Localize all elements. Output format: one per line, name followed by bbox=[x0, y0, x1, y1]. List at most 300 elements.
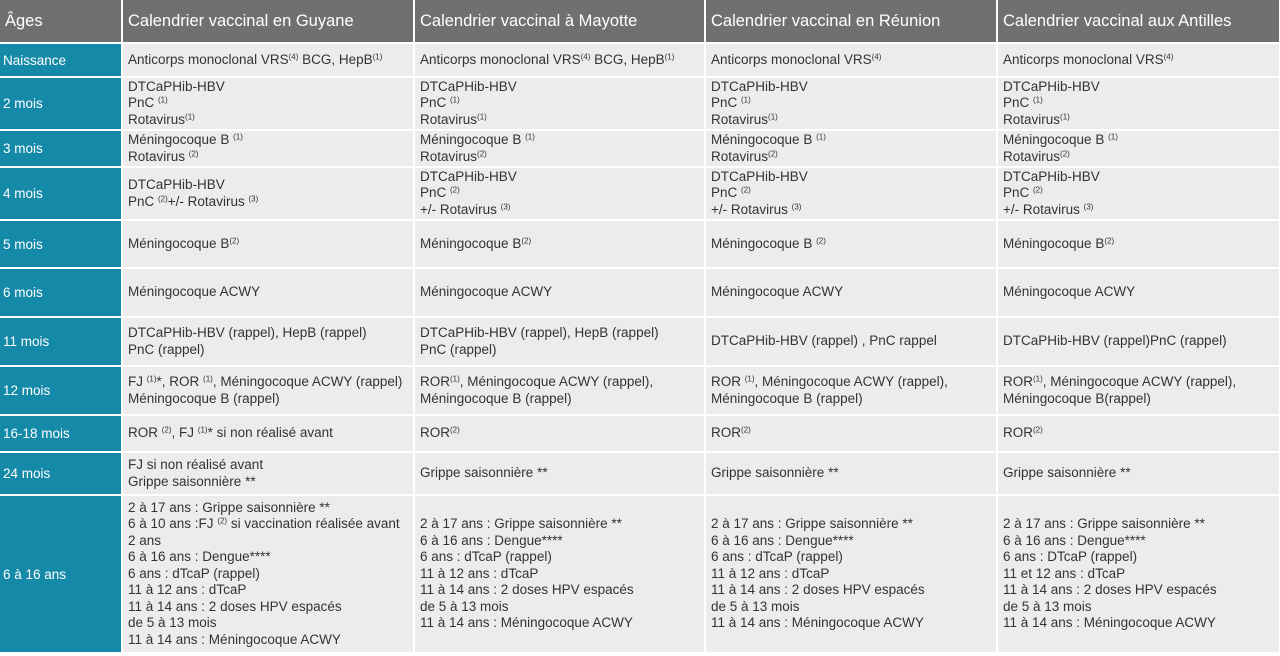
cell-line bbox=[420, 149, 699, 166]
cell-text: 6 à 10 ans :FJ bbox=[128, 516, 218, 532]
cell-guyane bbox=[122, 366, 414, 415]
cell-reunion bbox=[705, 317, 997, 366]
cell-text: Méningocoque B bbox=[711, 132, 817, 147]
cell-line bbox=[420, 533, 699, 550]
cell-text: 11 et 12 ans : dTcaP bbox=[1003, 565, 1126, 581]
cell-text: 2 à 17 ans : Grippe saisonnière ** bbox=[420, 516, 622, 532]
table-row bbox=[0, 77, 1280, 130]
cell-text: 2 à 17 ans : Grippe saisonnière ** bbox=[711, 516, 913, 532]
cell-line bbox=[711, 95, 991, 112]
cell-line bbox=[420, 236, 699, 253]
cell-line bbox=[711, 516, 991, 533]
cell-text: Rotavirus bbox=[711, 148, 769, 164]
cell-line bbox=[128, 177, 408, 194]
cell-text: Méningocoque B bbox=[420, 235, 522, 251]
cell-line bbox=[128, 95, 408, 112]
footnote-ref: (1) bbox=[158, 95, 168, 105]
cell-text: DTCaPHib-HBV bbox=[1003, 78, 1100, 94]
cell-text: PnC bbox=[128, 95, 159, 111]
cell-line bbox=[1003, 79, 1274, 96]
cell-text: PnC bbox=[128, 193, 159, 209]
cell-antilles bbox=[997, 415, 1280, 452]
cell-text: 11 à 14 ans : 2 doses HPV espacés bbox=[128, 598, 342, 614]
footnote-ref: (1) bbox=[450, 374, 460, 384]
footnote-ref: (2) bbox=[450, 425, 460, 435]
cell-text: Méningocoque B bbox=[1003, 132, 1109, 147]
header-ages: Âges bbox=[0, 0, 122, 43]
cell-guyane bbox=[122, 415, 414, 452]
cell-text: Méningocoque B bbox=[711, 235, 817, 251]
cell-line bbox=[128, 284, 408, 301]
cell-line bbox=[420, 342, 699, 359]
header-antilles: Calendrier vaccinal aux Antilles bbox=[997, 0, 1280, 43]
cell-guyane bbox=[122, 268, 414, 317]
cell-line bbox=[1003, 202, 1274, 219]
cell-text: +/- Rotavirus bbox=[1003, 201, 1084, 217]
cell-text: ROR bbox=[1003, 374, 1033, 389]
footnote-ref: (2) bbox=[477, 149, 487, 159]
cell-line bbox=[1003, 516, 1274, 533]
cell-antilles bbox=[997, 317, 1280, 366]
cell-text: 6 à 16 ans : Dengue**** bbox=[1003, 532, 1146, 548]
cell-reunion bbox=[705, 167, 997, 220]
table-row bbox=[0, 220, 1280, 268]
cell-text: Rotavirus bbox=[1003, 111, 1061, 127]
cell-line bbox=[420, 516, 699, 533]
footnote-ref: (1) bbox=[1033, 374, 1043, 384]
cell-line bbox=[128, 52, 408, 69]
cell-mayotte bbox=[414, 317, 705, 366]
age-label: 5 mois bbox=[0, 220, 122, 268]
cell-line bbox=[420, 132, 699, 149]
cell-text: ROR bbox=[1003, 425, 1033, 441]
age-label: 4 mois bbox=[0, 167, 122, 220]
age-label: 6 à 16 ans bbox=[0, 495, 122, 653]
cell-line bbox=[420, 202, 699, 219]
footnote-ref: (1) bbox=[768, 112, 778, 122]
footnote-ref: (1) bbox=[525, 132, 535, 142]
cell-line bbox=[420, 615, 699, 632]
footnote-ref: (2) bbox=[816, 236, 826, 246]
cell-line bbox=[1003, 169, 1274, 186]
cell-text: 2 à 17 ans : Grippe saisonnière ** bbox=[1003, 516, 1205, 532]
cell-text: Méningocoque B (rappel) bbox=[711, 390, 863, 406]
footnote-ref: (1) bbox=[197, 425, 208, 435]
cell-text: FJ bbox=[128, 374, 147, 389]
footnote-ref: (1) bbox=[372, 52, 383, 62]
cell-text: Grippe saisonnière ** bbox=[711, 465, 839, 481]
cell-line bbox=[1003, 236, 1274, 253]
cell-line bbox=[1003, 391, 1274, 408]
age-label: 3 mois bbox=[0, 130, 122, 167]
footnote-ref: (1) bbox=[477, 112, 487, 122]
footnote-ref: (2) bbox=[1104, 236, 1115, 246]
cell-line bbox=[420, 79, 699, 96]
footnote-ref: (2) bbox=[217, 516, 228, 526]
cell-line bbox=[128, 149, 408, 166]
cell-text: PnC bbox=[1003, 185, 1034, 201]
cell-line bbox=[1003, 566, 1274, 583]
header-guyane: Calendrier vaccinal en Guyane bbox=[122, 0, 414, 43]
cell-text: de 5 à 13 mois bbox=[711, 598, 800, 614]
footnote-ref: (2) bbox=[188, 149, 199, 159]
footnote-ref: (2) bbox=[158, 194, 168, 204]
cell-text: ROR bbox=[711, 374, 745, 389]
cell-text: ROR bbox=[128, 425, 162, 441]
cell-line bbox=[128, 425, 408, 442]
cell-text: Méningocoque ACWY bbox=[711, 284, 844, 300]
cell-text: 11 à 12 ans : dTcaP bbox=[128, 582, 247, 598]
cell-text: 2 ans bbox=[128, 532, 162, 548]
cell-line bbox=[1003, 95, 1274, 112]
cell-line bbox=[128, 582, 408, 599]
cell-text: +/- Rotavirus bbox=[711, 201, 792, 217]
cell-antilles bbox=[997, 452, 1280, 495]
cell-text: +/- Rotavirus bbox=[420, 201, 501, 217]
footnote-ref: (3) bbox=[1083, 202, 1094, 212]
cell-text: 11 à 14 ans : 2 doses HPV espacés bbox=[1003, 582, 1217, 598]
cell-guyane bbox=[122, 317, 414, 366]
cell-reunion bbox=[705, 43, 997, 77]
cell-line bbox=[420, 112, 699, 129]
cell-text: Rotavirus bbox=[1003, 148, 1061, 164]
cell-text: DTCaPHib-HBV bbox=[420, 168, 517, 184]
cell-text: de 5 à 13 mois bbox=[420, 598, 509, 614]
cell-text: BCG, HepB bbox=[298, 51, 373, 67]
cell-text: DTCaPHib-HBV (rappel) , PnC rappel bbox=[711, 333, 937, 349]
table-row bbox=[0, 317, 1280, 366]
cell-text: Anticorps monoclonal VRS bbox=[128, 51, 289, 67]
cell-line bbox=[711, 566, 991, 583]
cell-line bbox=[711, 549, 991, 566]
footnote-ref: (3) bbox=[500, 202, 511, 212]
age-label: 12 mois bbox=[0, 366, 122, 415]
cell-line bbox=[128, 457, 408, 474]
cell-line bbox=[1003, 132, 1274, 149]
cell-line bbox=[128, 342, 408, 359]
cell-line bbox=[1003, 615, 1274, 632]
cell-text: , Méningocoque ACWY (rappel), bbox=[754, 374, 948, 389]
age-label: 16-18 mois bbox=[0, 415, 122, 452]
cell-line bbox=[128, 112, 408, 129]
footnote-ref: (1) bbox=[146, 374, 157, 384]
cell-line bbox=[128, 516, 408, 533]
cell-line bbox=[128, 79, 408, 96]
cell-line bbox=[711, 185, 991, 202]
cell-text: 2 à 17 ans : Grippe saisonnière ** bbox=[128, 499, 330, 515]
footnote-ref: (1) bbox=[1033, 95, 1043, 105]
cell-text: DTCaPHib-HBV bbox=[420, 78, 517, 94]
cell-reunion bbox=[705, 452, 997, 495]
cell-line bbox=[711, 112, 991, 129]
cell-guyane bbox=[122, 167, 414, 220]
footnote-ref: (4) bbox=[871, 52, 882, 62]
cell-mayotte bbox=[414, 167, 705, 220]
cell-reunion bbox=[705, 130, 997, 167]
cell-text: * si non réalisé avant bbox=[207, 425, 333, 441]
table-row bbox=[0, 167, 1280, 220]
footnote-ref: (2) bbox=[741, 425, 751, 435]
footnote-ref: (1) bbox=[816, 132, 826, 142]
cell-line bbox=[420, 599, 699, 616]
cell-line bbox=[420, 284, 699, 301]
header-row bbox=[0, 0, 1280, 43]
cell-text: 6 à 16 ans : Dengue**** bbox=[420, 532, 563, 548]
cell-line bbox=[711, 284, 991, 301]
cell-text: 11 à 14 ans : 2 doses HPV espacés bbox=[711, 582, 925, 598]
cell-mayotte bbox=[414, 220, 705, 268]
cell-line bbox=[711, 391, 991, 408]
cell-antilles bbox=[997, 43, 1280, 77]
cell-text: DTCaPHib-HBV (rappel), HepB (rappel) bbox=[128, 325, 367, 340]
cell-text: 6 à 16 ans : Dengue**** bbox=[711, 532, 854, 548]
cell-line bbox=[420, 325, 699, 342]
footnote-ref: (2) bbox=[521, 236, 532, 246]
cell-line bbox=[711, 52, 991, 69]
cell-text: , Méningocoque ACWY (rappel), bbox=[459, 374, 654, 389]
cell-text: 11 à 12 ans : dTcaP bbox=[420, 565, 539, 581]
cell-line bbox=[711, 465, 991, 482]
cell-line bbox=[1003, 149, 1274, 166]
cell-line bbox=[1003, 284, 1274, 301]
cell-text: Grippe saisonnière ** bbox=[420, 465, 548, 481]
cell-line bbox=[420, 95, 699, 112]
footnote-ref: (4) bbox=[1163, 52, 1174, 62]
footnote-ref: (1) bbox=[1108, 132, 1118, 142]
cell-reunion bbox=[705, 220, 997, 268]
table-row bbox=[0, 495, 1280, 653]
cell-text: ROR bbox=[420, 374, 450, 389]
table-row bbox=[0, 43, 1280, 77]
footnote-ref: (1) bbox=[664, 52, 675, 62]
cell-text: PnC bbox=[420, 185, 451, 201]
cell-antilles bbox=[997, 268, 1280, 317]
cell-text: BCG, HepB bbox=[590, 51, 665, 67]
cell-line bbox=[128, 599, 408, 616]
cell-text: Grippe saisonnière ** bbox=[128, 473, 256, 489]
cell-text: ROR bbox=[711, 425, 741, 441]
cell-line bbox=[1003, 333, 1274, 350]
table-row bbox=[0, 366, 1280, 415]
footnote-ref: (4) bbox=[288, 52, 299, 62]
cell-line bbox=[1003, 425, 1274, 442]
cell-text: Grippe saisonnière ** bbox=[1003, 465, 1131, 481]
cell-line bbox=[420, 582, 699, 599]
footnote-ref: (1) bbox=[450, 95, 460, 105]
cell-line bbox=[128, 325, 408, 342]
table-row bbox=[0, 452, 1280, 495]
cell-text: 11 à 14 ans : Méningocoque ACWY bbox=[711, 615, 924, 631]
age-label: 6 mois bbox=[0, 268, 122, 317]
cell-line bbox=[128, 632, 408, 649]
cell-text: DTCaPHib-HBV bbox=[711, 78, 808, 94]
footnote-ref: (2) bbox=[741, 185, 751, 195]
cell-text: 6 à 16 ans : Dengue**** bbox=[128, 549, 271, 565]
cell-line bbox=[711, 202, 991, 219]
cell-line bbox=[128, 500, 408, 517]
cell-line bbox=[420, 425, 699, 442]
cell-line bbox=[1003, 185, 1274, 202]
cell-text: Méningocoque B (rappel) bbox=[420, 390, 572, 406]
cell-line bbox=[420, 52, 699, 69]
cell-mayotte bbox=[414, 415, 705, 452]
cell-text: 11 à 14 ans : Méningocoque ACWY bbox=[128, 631, 341, 647]
footnote-ref: (1) bbox=[185, 112, 195, 122]
cell-reunion bbox=[705, 495, 997, 653]
cell-line bbox=[128, 566, 408, 583]
cell-text: Méningocoque B bbox=[128, 235, 230, 251]
cell-text: Méningocoque B bbox=[420, 132, 526, 147]
cell-text: Méningocoque B bbox=[128, 132, 234, 147]
cell-line bbox=[711, 615, 991, 632]
cell-line bbox=[128, 391, 408, 408]
cell-text: 11 à 14 ans : 2 doses HPV espacés bbox=[420, 582, 634, 598]
cell-text: PnC (rappel) bbox=[420, 341, 497, 357]
cell-text: DTCaPHib-HBV bbox=[128, 78, 225, 94]
cell-line bbox=[128, 533, 408, 550]
footnote-ref: (1) bbox=[233, 132, 243, 142]
cell-line bbox=[420, 185, 699, 202]
cell-line bbox=[1003, 599, 1274, 616]
cell-text: DTCaPHib-HBV bbox=[1003, 168, 1100, 184]
footnote-ref: (2) bbox=[1033, 185, 1043, 195]
cell-text: Rotavirus bbox=[128, 148, 189, 164]
cell-mayotte bbox=[414, 43, 705, 77]
cell-text: Rotavirus bbox=[420, 148, 478, 164]
footnote-ref: (3) bbox=[791, 202, 802, 212]
cell-guyane bbox=[122, 452, 414, 495]
cell-text: DTCaPHib-HBV (rappel), HepB (rappel) bbox=[420, 325, 659, 340]
cell-antilles bbox=[997, 366, 1280, 415]
table-row bbox=[0, 415, 1280, 452]
age-label: 11 mois bbox=[0, 317, 122, 366]
age-label: 2 mois bbox=[0, 77, 122, 130]
cell-text: Méningocoque B bbox=[1003, 235, 1105, 251]
cell-line bbox=[1003, 582, 1274, 599]
cell-text: +/- Rotavirus bbox=[167, 193, 249, 209]
cell-text: Méningocoque ACWY bbox=[1003, 284, 1136, 300]
cell-text: Méningocoque ACWY bbox=[128, 284, 261, 300]
cell-mayotte bbox=[414, 495, 705, 653]
cell-line bbox=[711, 149, 991, 166]
cell-text: 6 ans : dTcaP (rappel) bbox=[711, 549, 843, 565]
table-row bbox=[0, 130, 1280, 167]
footnote-ref: (2) bbox=[768, 149, 778, 159]
cell-antilles bbox=[997, 130, 1280, 167]
cell-text: , Méningocoque ACWY (rappel) bbox=[212, 374, 403, 389]
table-row bbox=[0, 268, 1280, 317]
cell-text: Anticorps monoclonal VRS bbox=[711, 51, 872, 67]
cell-text: de 5 à 13 mois bbox=[128, 615, 217, 631]
footnote-ref: (3) bbox=[248, 194, 259, 204]
cell-line bbox=[1003, 112, 1274, 129]
cell-text: Anticorps monoclonal VRS bbox=[1003, 51, 1164, 67]
cell-text: DTCaPHib-HBV bbox=[128, 177, 225, 192]
cell-guyane bbox=[122, 220, 414, 268]
cell-text: Rotavirus bbox=[711, 111, 769, 127]
cell-line bbox=[1003, 549, 1274, 566]
cell-mayotte bbox=[414, 268, 705, 317]
cell-mayotte bbox=[414, 366, 705, 415]
cell-text: DTCaPHib-HBV bbox=[711, 168, 808, 184]
cell-line bbox=[1003, 465, 1274, 482]
cell-line bbox=[711, 79, 991, 96]
cell-line bbox=[711, 599, 991, 616]
cell-antilles bbox=[997, 167, 1280, 220]
cell-line bbox=[711, 425, 991, 442]
cell-line bbox=[711, 582, 991, 599]
cell-text: PnC bbox=[1003, 95, 1034, 111]
cell-line bbox=[128, 374, 408, 391]
cell-line bbox=[711, 236, 991, 253]
cell-line bbox=[711, 132, 991, 149]
cell-reunion bbox=[705, 77, 997, 130]
cell-line bbox=[128, 194, 408, 211]
cell-text: 6 ans : dTcaP (rappel) bbox=[420, 549, 552, 565]
header-mayotte: Calendrier vaccinal à Mayotte bbox=[414, 0, 705, 43]
cell-line bbox=[128, 549, 408, 566]
cell-line bbox=[420, 549, 699, 566]
cell-line bbox=[420, 566, 699, 583]
cell-text: Anticorps monoclonal VRS bbox=[420, 51, 581, 67]
cell-reunion bbox=[705, 268, 997, 317]
cell-mayotte bbox=[414, 130, 705, 167]
cell-text: PnC bbox=[711, 95, 742, 111]
cell-guyane bbox=[122, 77, 414, 130]
cell-text: 11 à 14 ans : Méningocoque ACWY bbox=[1003, 615, 1216, 631]
cell-text: FJ si non réalisé avant bbox=[128, 457, 264, 472]
footnote-ref: (1) bbox=[741, 95, 751, 105]
cell-line bbox=[1003, 533, 1274, 550]
cell-text: Méningocoque ACWY bbox=[420, 284, 553, 300]
cell-line bbox=[1003, 52, 1274, 69]
cell-reunion bbox=[705, 366, 997, 415]
cell-line bbox=[711, 533, 991, 550]
cell-text: , FJ bbox=[171, 425, 198, 441]
cell-text: DTCaPHib-HBV (rappel)PnC (rappel) bbox=[1003, 333, 1227, 349]
cell-text: Méningocoque B(rappel) bbox=[1003, 390, 1151, 406]
cell-text: si vaccination réalisée avant bbox=[227, 516, 400, 532]
cell-text: PnC bbox=[711, 185, 742, 201]
footnote-ref: (2) bbox=[161, 425, 172, 435]
cell-text: Méningocoque B (rappel) bbox=[128, 390, 280, 406]
cell-line bbox=[128, 474, 408, 491]
cell-text: *, ROR bbox=[156, 374, 204, 389]
cell-line bbox=[1003, 374, 1274, 391]
cell-line bbox=[128, 236, 408, 253]
cell-text: , Méningocoque ACWY (rappel), bbox=[1042, 374, 1237, 389]
age-label: 24 mois bbox=[0, 452, 122, 495]
header-reunion: Calendrier vaccinal en Réunion bbox=[705, 0, 997, 43]
footnote-ref: (2) bbox=[1060, 149, 1070, 159]
cell-text: PnC (rappel) bbox=[128, 341, 205, 357]
footnote-ref: (4) bbox=[580, 52, 591, 62]
cell-text: Rotavirus bbox=[128, 111, 186, 127]
cell-text: 6 ans : dTcaP (rappel) bbox=[128, 565, 260, 581]
cell-mayotte bbox=[414, 452, 705, 495]
cell-mayotte bbox=[414, 77, 705, 130]
cell-line bbox=[711, 169, 991, 186]
footnote-ref: (2) bbox=[229, 236, 240, 246]
cell-line bbox=[420, 169, 699, 186]
cell-line bbox=[711, 374, 991, 391]
footnote-ref: (1) bbox=[1060, 112, 1070, 122]
cell-text: Rotavirus bbox=[420, 111, 478, 127]
cell-line bbox=[420, 465, 699, 482]
cell-antilles bbox=[997, 77, 1280, 130]
cell-guyane bbox=[122, 495, 414, 653]
cell-text: PnC bbox=[420, 95, 451, 111]
